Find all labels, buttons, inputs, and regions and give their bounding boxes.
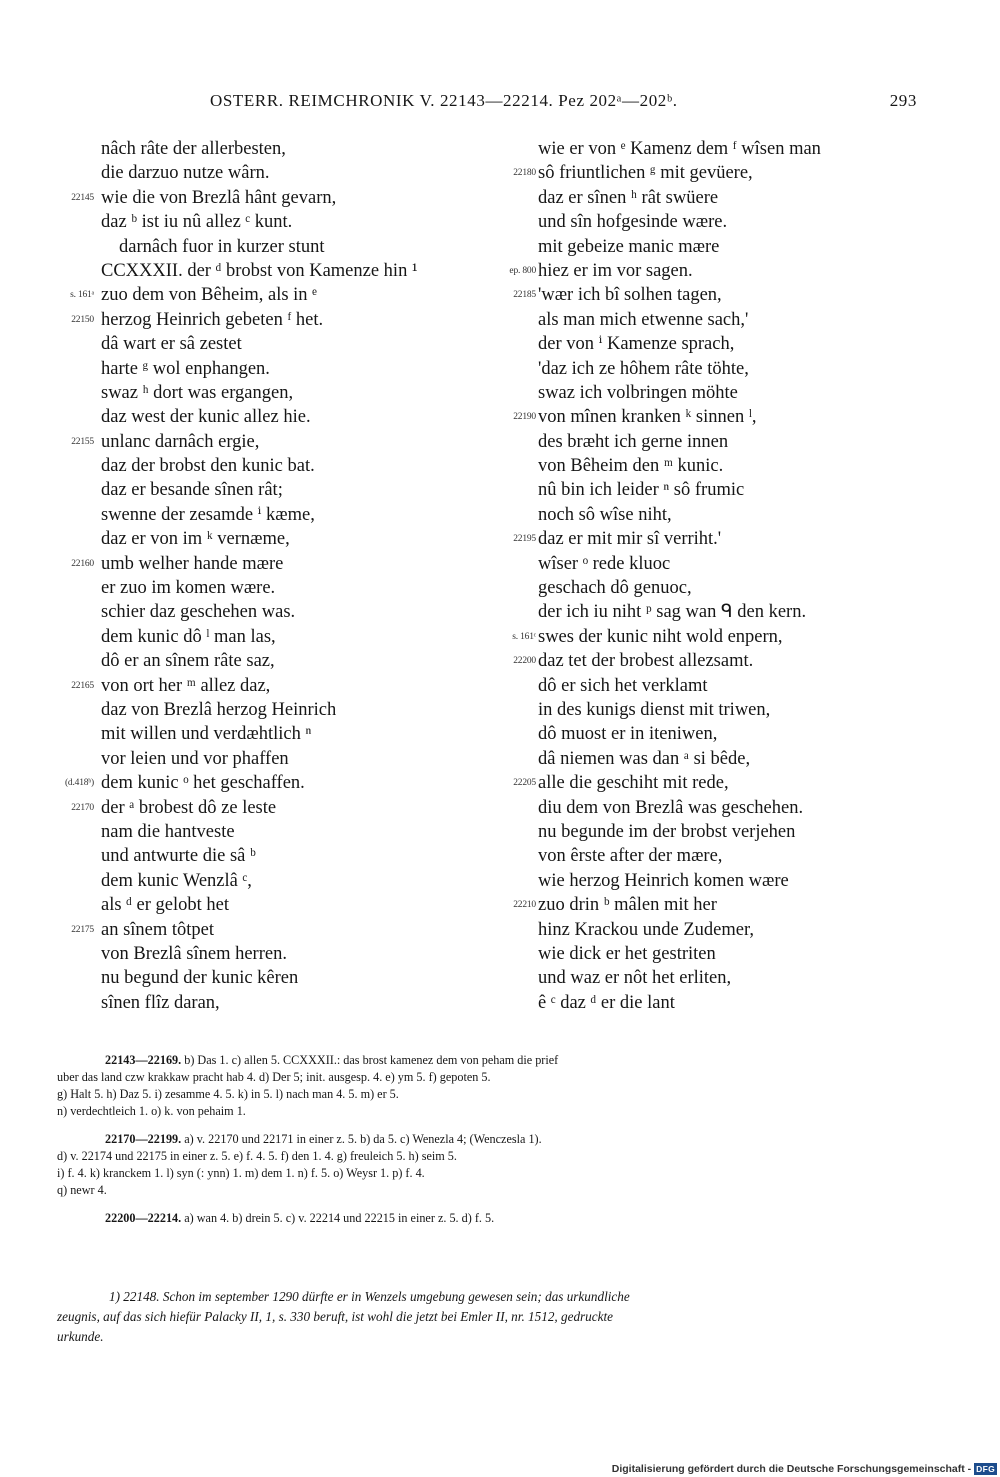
verse-line <box>0 698 505 722</box>
verse-text: daz west der kunic allez hie. <box>101 407 311 428</box>
verse-text: wie die von Brezlâ hânt gevarn, <box>101 187 337 208</box>
verse-line <box>0 332 505 356</box>
verse-line <box>470 820 970 844</box>
verse-line <box>470 942 970 966</box>
verse-line <box>470 161 970 185</box>
verse-text: 'wær ich bî solhen tagen, <box>538 285 722 306</box>
verse-text: daz von Brezlâ herzog Heinrich <box>101 699 337 720</box>
apparatus-line: q) newr 4. <box>57 1183 107 1197</box>
verse-text: hinz Krackou unde Zudemer, <box>538 919 755 940</box>
line-number: 22185 <box>513 290 536 301</box>
verse-text: diu dem von Brezlâ was geschehen. <box>538 797 804 818</box>
line-number: 22210 <box>513 900 536 911</box>
critical-apparatus <box>57 1052 912 1238</box>
verse-text: dem kunic ᵒ het geschaffen. <box>101 773 305 794</box>
verse-text: sô friuntlichen ᵍ mit gevüere, <box>538 163 753 184</box>
verse-text: daz tet der brobest allezsamt. <box>538 651 754 672</box>
verse-line <box>0 283 505 307</box>
verse-text: geschach dô genuoc, <box>538 578 692 599</box>
line-number: 22165 <box>71 680 94 691</box>
verse-text: nu begunde im der brobst verjehen <box>538 821 796 842</box>
verse-text: dâ wart er sâ zestet <box>101 334 242 355</box>
footnote-line: urkunde. <box>57 1329 104 1344</box>
line-number: 22205 <box>513 778 536 789</box>
verse-line <box>0 186 505 210</box>
left-verse-column <box>0 137 505 1015</box>
verse-line <box>470 552 970 576</box>
verse-text: mit willen und verdæhtlich ⁿ <box>101 724 312 745</box>
apparatus-line: i) f. 4. k) kranckem 1. l) syn (: ynn) 1. m) dem 1. n) f. 5. o) Weysr 1. p) f. 4. <box>57 1166 425 1180</box>
running-title: OSTERR. REIMCHRONIK V. 22143—22214. Pez 202ᵃ—202ᵇ. <box>210 91 678 110</box>
verse-line <box>470 283 970 307</box>
apparatus-line: g) Halt 5. h) Daz 5. i) zesamme 4. 5. k) in 5. l) nach man 4. 5. m) er 5. <box>57 1087 399 1101</box>
verse-line <box>0 576 505 600</box>
funding-notice <box>612 1463 997 1475</box>
verse-text: sînen flîz daran, <box>101 992 220 1013</box>
verse-line <box>470 966 970 990</box>
running-header <box>0 91 1000 117</box>
verse-line <box>0 308 505 332</box>
verse-line <box>0 844 505 868</box>
verse-line <box>470 893 970 917</box>
verse-text: der ich iu niht ᵖ sag wan ᑫ den kern. <box>538 602 807 623</box>
verse-text: zuo dem von Bêheim, als in ᵉ <box>101 285 317 306</box>
line-number: 22175 <box>71 924 94 935</box>
verse-line <box>0 210 505 234</box>
verse-line <box>470 722 970 746</box>
verse-text: vor leien und vor phaffen <box>101 748 289 769</box>
line-number: s. 161ᶜ <box>512 631 536 642</box>
apparatus-line: d) v. 22174 und 22175 in einer z. 5. e) f. 4. 5. f) den 1. 4. g) freuleich 5. h) seim 5. <box>57 1149 457 1163</box>
verse-line <box>0 771 505 795</box>
line-number: 22170 <box>71 802 94 813</box>
verse-line <box>470 210 970 234</box>
verse-text: an sînem tôtpet <box>101 919 215 940</box>
verse-line <box>0 942 505 966</box>
verse-line <box>470 674 970 698</box>
verse-text: dem kunic dô ˡ man las, <box>101 626 276 647</box>
right-verse-column <box>470 137 970 1015</box>
verse-line <box>0 820 505 844</box>
verse-line <box>470 503 970 527</box>
apparatus-line <box>57 1131 912 1148</box>
verse-text: von Bêheim den ᵐ kunic. <box>538 456 724 477</box>
verse-line <box>470 259 970 283</box>
verse-text: und waz er nôt het erliten, <box>538 968 732 989</box>
verse-text: mit gebeize manic mære <box>538 236 720 257</box>
verse-line <box>470 478 970 502</box>
apparatus-line: uber das land czw krakkaw pracht hab 4. d) Der 5; init. ausgesp. 4. e) ym 5. f) gepoten 5. <box>57 1070 491 1084</box>
verse-text: daz er sînen ʰ rât swüere <box>538 187 719 208</box>
verse-text: als man mich etwenne sach,' <box>538 309 749 330</box>
verse-line <box>0 869 505 893</box>
footnote-line: 1) 22148. Schon im september 1290 dürfte er in Wenzels umgebung gewesen sein; das urkundliche <box>109 1289 630 1304</box>
verse-line <box>0 747 505 771</box>
apparatus-range: 22170—22199. <box>105 1132 182 1146</box>
footnote <box>57 1287 912 1347</box>
line-number: 22190 <box>513 412 536 423</box>
verse-line <box>470 796 970 820</box>
verse-text: von Brezlâ sînem herren. <box>101 943 287 964</box>
verse-text: er zuo im komen wære. <box>101 578 276 599</box>
verse-text: umb welher hande mære <box>101 553 284 574</box>
verse-text: swes der kunic niht wold enpern, <box>538 626 783 647</box>
verse-line <box>0 600 505 624</box>
verse-line <box>470 332 970 356</box>
verse-line <box>0 357 505 381</box>
line-number: s. 161ᵃ <box>70 290 94 301</box>
line-number: 22145 <box>71 192 94 203</box>
verse-text: nû bin ich leider ⁿ sô frumic <box>538 480 745 501</box>
apparatus-line: n) verdechtleich 1. o) k. von pehaim 1. <box>57 1104 246 1118</box>
verse-text: wie er von ᵉ Kamenz dem ᶠ wîsen man <box>538 139 821 159</box>
verse-text: daz er besande sînen rât; <box>101 480 283 501</box>
verse-text: dâ niemen was dan ᵃ si bêde, <box>538 748 751 769</box>
verse-text: dô muost er in iteniwen, <box>538 724 718 745</box>
apparatus-text: b) Das 1. c) allen 5. CCXXXII.: das brost kamenez dem von peham die prief <box>184 1053 559 1067</box>
line-number: 22150 <box>71 314 94 325</box>
verse-text: in des kunigs dienst mit triwen, <box>538 699 771 720</box>
verse-text: dô er an sînem râte saz, <box>101 651 275 672</box>
verse-text: harte ᵍ wol enphangen. <box>101 358 270 379</box>
verse-line <box>0 161 505 185</box>
verse-line <box>470 600 970 624</box>
verse-text: herzog Heinrich gebeten ᶠ het. <box>101 309 324 330</box>
verse-text: des bræht ich gerne innen <box>538 431 729 452</box>
dfg-logo-icon: DFG <box>976 1464 995 1474</box>
verse-text: CCXXXII. der ᵈ brobst von Kamenze hin ¹ <box>101 260 418 281</box>
verse-line <box>470 454 970 478</box>
verse-line <box>0 137 505 161</box>
verse-text: als ᵈ er gelobt het <box>101 895 230 916</box>
apparatus-range: 22200—22214. <box>105 1211 182 1225</box>
verse-text: wîser ᵒ rede kluoc <box>538 553 671 574</box>
line-number: 22200 <box>513 656 536 667</box>
verse-line <box>470 235 970 259</box>
verse-text: von mînen kranken ᵏ sinnen ˡ, <box>538 407 757 428</box>
verse-line <box>470 357 970 381</box>
apparatus-block <box>57 1052 912 1120</box>
verse-line <box>470 137 970 161</box>
line-number: 22195 <box>513 534 536 545</box>
verse-line <box>0 259 505 283</box>
verse-text: daz ᵇ ist iu nû allez ᶜ kunt. <box>101 212 293 233</box>
verse-line <box>470 649 970 673</box>
verse-text: darnâch fuor in kurzer stunt <box>119 236 325 257</box>
verse-text: ê ᶜ daz ᵈ er die lant <box>538 992 675 1013</box>
funding-text: Digitalisierung gefördert durch die Deutsche Forschungsgemeinschaft - <box>611 1463 972 1475</box>
verse-text: von êrste after der mære, <box>538 846 723 867</box>
verse-line <box>0 527 505 551</box>
verse-line <box>0 796 505 820</box>
verse-line <box>0 625 505 649</box>
line-number: (d.418ᵇ) <box>64 778 94 789</box>
verse-line <box>470 430 970 454</box>
verse-line <box>0 454 505 478</box>
verse-line <box>470 576 970 600</box>
line-number: 22155 <box>71 436 94 447</box>
verse-text: noch sô wîse niht, <box>538 504 672 525</box>
line-number: ep. 800 <box>509 265 536 276</box>
verse-text: der ᵃ brobest dô ze leste <box>101 797 277 818</box>
verse-line <box>470 771 970 795</box>
verse-line <box>470 625 970 649</box>
verse-text: wie dick er het gestriten <box>538 943 716 964</box>
apparatus-block <box>57 1210 912 1227</box>
verse-line <box>0 405 505 429</box>
verse-text: swaz ʰ dort was ergangen, <box>101 382 294 403</box>
verse-text: dô er sich het verklamt <box>538 675 708 696</box>
verse-text: und antwurte die sâ ᵇ <box>101 846 256 867</box>
verse-text: daz er von im ᵏ vernæme, <box>101 529 290 550</box>
verse-text: swaz ich volbringen möhte <box>538 382 738 403</box>
apparatus-text: a) wan 4. b) drein 5. c) v. 22214 und 22215 in einer z. 5. d) f. 5. <box>184 1211 495 1225</box>
page-number: 293 <box>889 91 917 110</box>
verse-line <box>0 991 505 1015</box>
verse-line <box>0 918 505 942</box>
verse-text: von ort her ᵐ allez daz, <box>101 675 271 696</box>
verse-line <box>470 527 970 551</box>
apparatus-text: a) v. 22170 und 22171 in einer z. 5. b) da 5. c) Wenezla 4; (Wenczesla 1). <box>184 1132 542 1146</box>
apparatus-block <box>57 1131 912 1199</box>
verse-text: daz der brobst den kunic bat. <box>101 456 315 477</box>
verse-text: nam die hantveste <box>101 821 235 842</box>
verse-text: nâch râte der allerbesten, <box>101 139 286 159</box>
verse-text: daz er mit mir sî verriht.' <box>538 529 722 550</box>
verse-line <box>470 918 970 942</box>
verse-line <box>0 966 505 990</box>
verse-text: die darzuo nutze wârn. <box>101 163 270 184</box>
verse-text: swenne der zesamde ⁱ kæme, <box>101 504 315 525</box>
verse-line <box>470 381 970 405</box>
verse-line <box>0 649 505 673</box>
verse-line <box>0 552 505 576</box>
line-number: 22160 <box>71 558 94 569</box>
verse-text: der von ⁱ Kamenze sprach, <box>538 334 735 355</box>
verse-line <box>470 991 970 1015</box>
verse-text: nu begund der kunic kêren <box>101 968 299 989</box>
line-number: 22180 <box>513 168 536 179</box>
verse-text: 'daz ich ze hôhem râte töhte, <box>538 358 749 379</box>
verse-line <box>470 869 970 893</box>
verse-text: unlanc darnâch ergie, <box>101 431 260 452</box>
verse-line <box>470 698 970 722</box>
verse-text: schier daz geschehen was. <box>101 602 296 623</box>
verse-text: dem kunic Wenzlâ ᶜ, <box>101 870 252 891</box>
verse-text: hiez er im vor sagen. <box>538 260 693 281</box>
verse-line <box>0 893 505 917</box>
footnote-line: zeugnis, auf das sich hiefür Palacky II, 1, s. 330 beruft, ist wohl die jetzt bei Emler II, nr. 1512, gedruckte <box>57 1309 613 1324</box>
verse-line <box>0 722 505 746</box>
verse-line <box>470 308 970 332</box>
verse-line <box>0 381 505 405</box>
verse-text: und sîn hofgesinde wære. <box>538 212 728 233</box>
apparatus-line <box>57 1052 912 1069</box>
verse-line <box>470 844 970 868</box>
verse-text: alle die geschiht mit rede, <box>538 773 729 794</box>
verse-line <box>0 430 505 454</box>
verse-line <box>0 235 505 259</box>
verse-text: zuo drin ᵇ mâlen mit her <box>538 895 717 916</box>
verse-line <box>0 478 505 502</box>
verse-line <box>0 674 505 698</box>
verse-text: wie herzog Heinrich komen wære <box>538 870 789 891</box>
apparatus-line <box>57 1210 912 1227</box>
verse-line <box>0 503 505 527</box>
verse-line <box>470 747 970 771</box>
verse-line <box>470 405 970 429</box>
apparatus-range: 22143—22169. <box>105 1053 182 1067</box>
verse-line <box>470 186 970 210</box>
